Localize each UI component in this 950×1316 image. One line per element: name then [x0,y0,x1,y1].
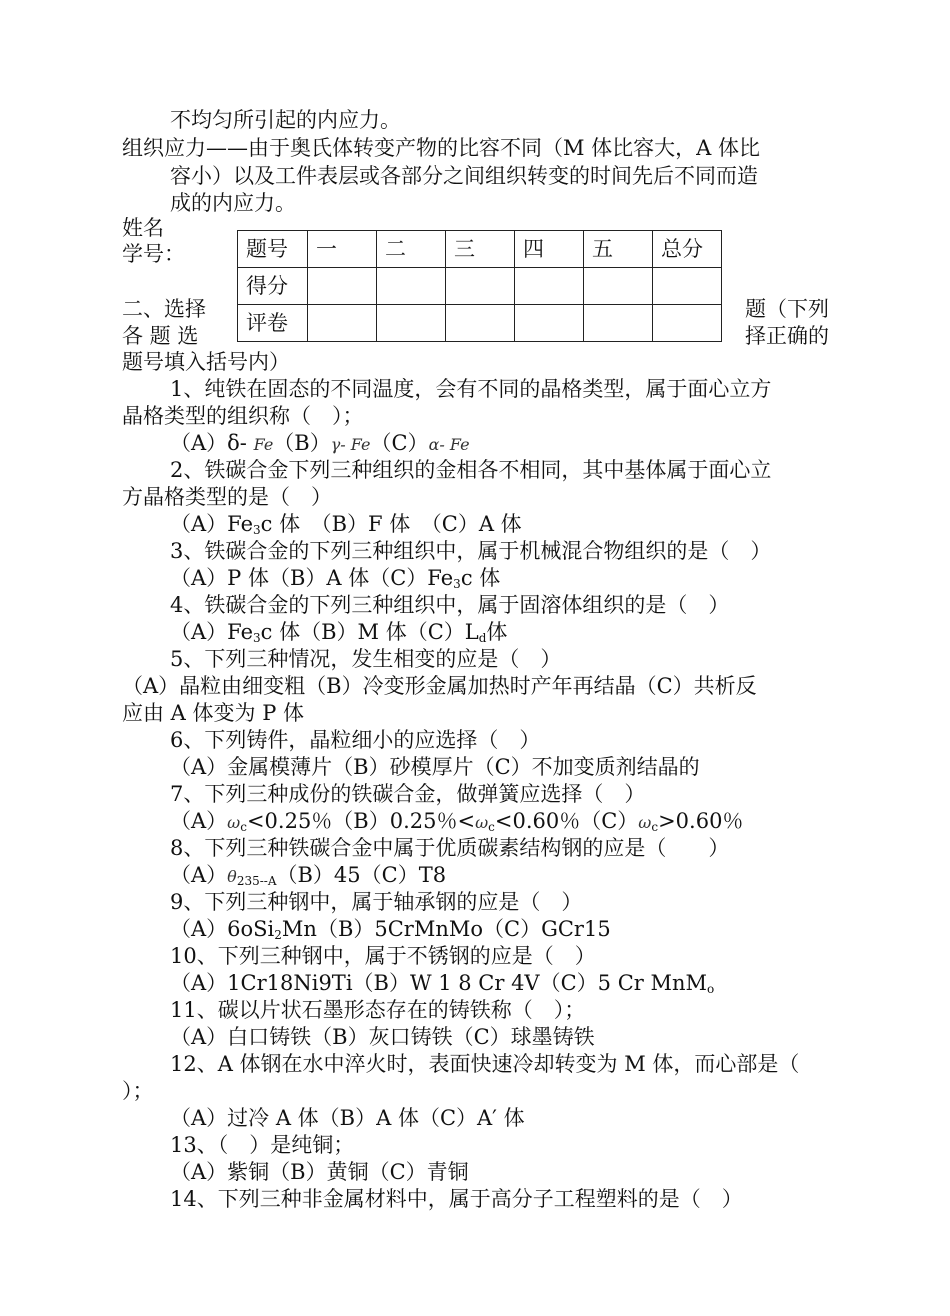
question-11-options: （A）白口铸铁（B）灰口铸铁（C）球墨铸铁 [170,1025,595,1049]
question-3-options: （A）P 体（B）A 体$(C)Fe_3c$ 体 [170,566,501,591]
question-12: 12、A 体钢在水中淬火时，表面快速冷却转变为 M 体，而心部是（ [170,1052,800,1076]
table-cell: 一 [308,231,377,268]
question-1-options: （A）δ- Fe（B）γ- Fe（C）α- Fe [170,431,470,455]
question-8: 8、下列三种铁碳合金中属于优质碳素结构钢的应是（ ） [170,836,730,860]
grader-cell [515,305,584,342]
text-line: 不均匀所引起的内应力。 [170,108,401,132]
question-2-options: $(A)Fe_3c$ 体 （B）F 体 （C）A 体 [170,512,522,537]
table-row [238,305,722,342]
score-input-cell [653,268,722,305]
grader-cell [653,305,722,342]
question-10: 10、下列三种钢中，属于不锈钢的应是（ ） [170,944,596,968]
grader-cell [446,305,515,342]
question-4-options: $(A)Fe_3c$ 体（B）M 体$(C)L_d$体 [170,620,508,645]
id-label: 学号： [122,242,185,266]
question-11: 11、碳以片状石墨形态存在的铸铁称（ ）； [170,998,586,1022]
question-6: 6、下列铸件，晶粒细小的应选择（ ） [170,728,541,752]
question-2: 2、铁碳合金下列三种组织的金相各不相同，其中基体属于面心立 [170,458,772,482]
question-1-cont: 晶格类型的组织称（ ）； [122,404,364,428]
table-cell: 总分 [653,231,722,268]
question-7: 7、下列三种成份的铁碳合金，做弹簧应选择（ ） [170,782,646,806]
section-2-heading: 二、选择 [122,297,206,321]
text-line: 成的内应力。 [170,191,296,215]
grader-cell [584,305,653,342]
question-9-options: （A）6oSi$_2$Mn（B）5CrMnMo（C）GCr15 [170,917,611,942]
text-line: 容小）以及工件表层或各部分之间组织转变的时间先后不同而造 [170,164,758,188]
question-8-options: $(A)\theta_{235--A}(B)45(C)T8$ [170,863,447,888]
table-cell: 二 [377,231,446,268]
table-cell: 题号 [238,231,308,268]
table-cell: 五 [584,231,653,268]
question-6-options: （A）金属模薄片（B）砂模厚片（C）不加变质剂结晶的 [170,755,700,779]
section-2-instruction: 题号填入括号内） [122,350,290,374]
score-input-cell [515,268,584,305]
table-row [238,231,722,268]
table-cell: 三 [446,231,515,268]
name-label: 姓名 [122,216,164,240]
question-5-options-cont: 应由 A 体变为 P 体 [122,701,304,725]
score-input-cell [446,268,515,305]
question-7-options: $(A)\omega_c<0.25$％（B）0.25％$<\omega_c<0.60$％$(C)\omega_c>0.60$％ [170,809,744,834]
text-line: 组织应力——由于奥氏体转变产物的比容不同（M 体比容大，A 体比 [122,136,761,160]
section-2-tail: 题（下列 [745,297,829,321]
question-13: 13、（ ）是纯铜； [170,1133,355,1157]
table-cell: 得分 [238,268,308,305]
question-3: 3、铁碳合金的下列三种组织中，属于机械混合物组织的是（ ） [170,539,772,563]
grader-cell [308,305,377,342]
question-2-cont: 方晶格类型的是（ ） [122,485,332,509]
table-cell: 评卷 [238,305,308,342]
question-1: 1、纯铁在固态的不同温度，会有不同的晶格类型，属于面心立方 [170,377,772,401]
question-13-options: （A）紫铜（B）黄铜（C）青铜 [170,1160,469,1184]
question-10-options: （A）1Cr18Ni9Ti（B）W 1 8 Cr 4V（C）5 Cr MnM$_o$ [170,971,715,996]
table-row [238,268,722,305]
question-5: 5、下列三种情况，发生相变的应是（ ） [170,647,562,671]
question-5-options: （A）晶粒由细变粗（B）冷变形金属加热时产年再结晶（C）共析反 [122,674,757,698]
grader-cell [377,305,446,342]
question-12-cont: ）； [122,1079,154,1103]
score-table [237,230,722,342]
section-2-tail-line2: 择正确的 [745,324,829,348]
score-input-cell [584,268,653,305]
score-input-cell [377,268,446,305]
table-cell: 四 [515,231,584,268]
question-9: 9、下列三种钢中，属于轴承钢的应是（ ） [170,890,583,914]
score-input-cell [308,268,377,305]
question-14: 14、下列三种非金属材料中，属于高分子工程塑料的是（ ） [170,1187,743,1211]
question-12-options: （A）过冷 A 体（B）A 体（C）A′ 体 [170,1106,525,1130]
section-2-heading-line2: 各 题 选 [122,324,199,348]
question-4: 4、铁碳合金的下列三种组织中，属于固溶体组织的是（ ） [170,593,730,617]
